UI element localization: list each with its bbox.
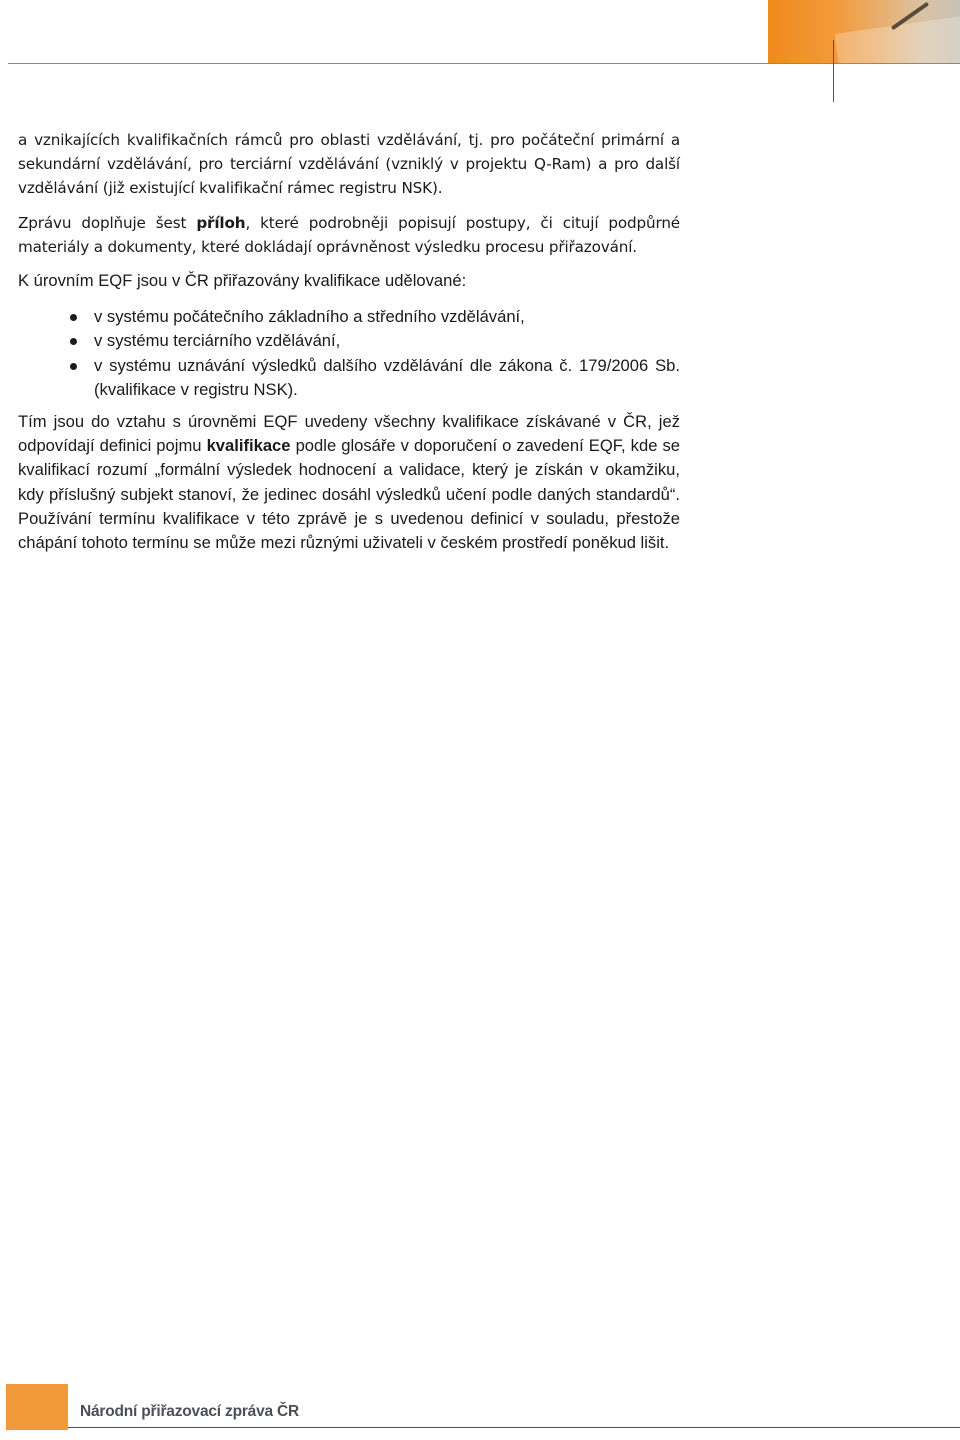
document-body [18,128,680,565]
header-rule [8,63,960,64]
list-item [18,354,680,402]
header-vertical-line [833,40,834,102]
paragraph-4-text-a: Tím jsou do vztahu s úrovněmi EQF uvedeny všechny kvalifikace získávané v ČR, jež odpovídají definici pojmu [18,412,680,456]
paragraph-4-text-b: podle glosáře v doporučení o zavedení EQF, kde se kvalifikací rozumí „formální výsledek hodnocení a validace, který je získán v okamžiku, kdy příslušný subjekt stanoví, že jedinec dosáhl výsledků učení podle daných standardů“. Používání termínu kvalifikace v této zprávě je s uvedenou definicí v souladu, přestože chápání tohoto termínu se může mezi různými uživateli v českém prostředí poněkud lišit. [18,436,680,553]
list-item [18,305,680,329]
bullet-icon [70,363,77,370]
paragraph-1: a vznikajících kvalifikačních rámců pro oblasti vzdělávání, tj. pro počáteční primární a sekundární vzdělávání, pro terciární vzdělávání (vzniklý v projektu Q-Ram) a pro další vzdělávání (již existující kvalifikační rámec registru NSK). [18,131,680,198]
bullet-icon [70,314,77,321]
qualification-list [18,305,680,402]
paragraph-3: K úrovním EQF jsou v ČR přiřazovány kvalifikace udělované: [18,271,467,291]
footer-rule [68,1427,960,1428]
paragraph-2-text-a: Zprávu doplňuje šest [18,213,197,232]
paragraph-4 [18,410,680,555]
bullet-icon [70,338,77,345]
paragraph-4-bold: kvalifikace [206,436,291,456]
list-item-text: v systému uznávání výsledků dalšího vzdělávání dle zákona č. 179/2006 Sb. (kvalifikace v registru NSK). [94,355,680,399]
list-item-text: v systému terciárního vzdělávání, [94,331,341,351]
paragraph-2-bold: příloh [196,213,246,232]
paragraph-2 [18,211,680,259]
footer-accent-block [6,1384,68,1430]
paragraph-2-text-b: , které podrobněji popisují postupy, či citují podpůrné materiály a dokumenty, které dokládají oprávněnost výsledku procesu přiřazování. [18,213,680,256]
header-photo [768,0,960,64]
list-item [18,329,680,353]
footer-title: Národní přiřazovací zpráva ČR [80,1403,300,1420]
list-item-text: v systému počátečního základního a středního vzdělávání, [94,307,525,327]
